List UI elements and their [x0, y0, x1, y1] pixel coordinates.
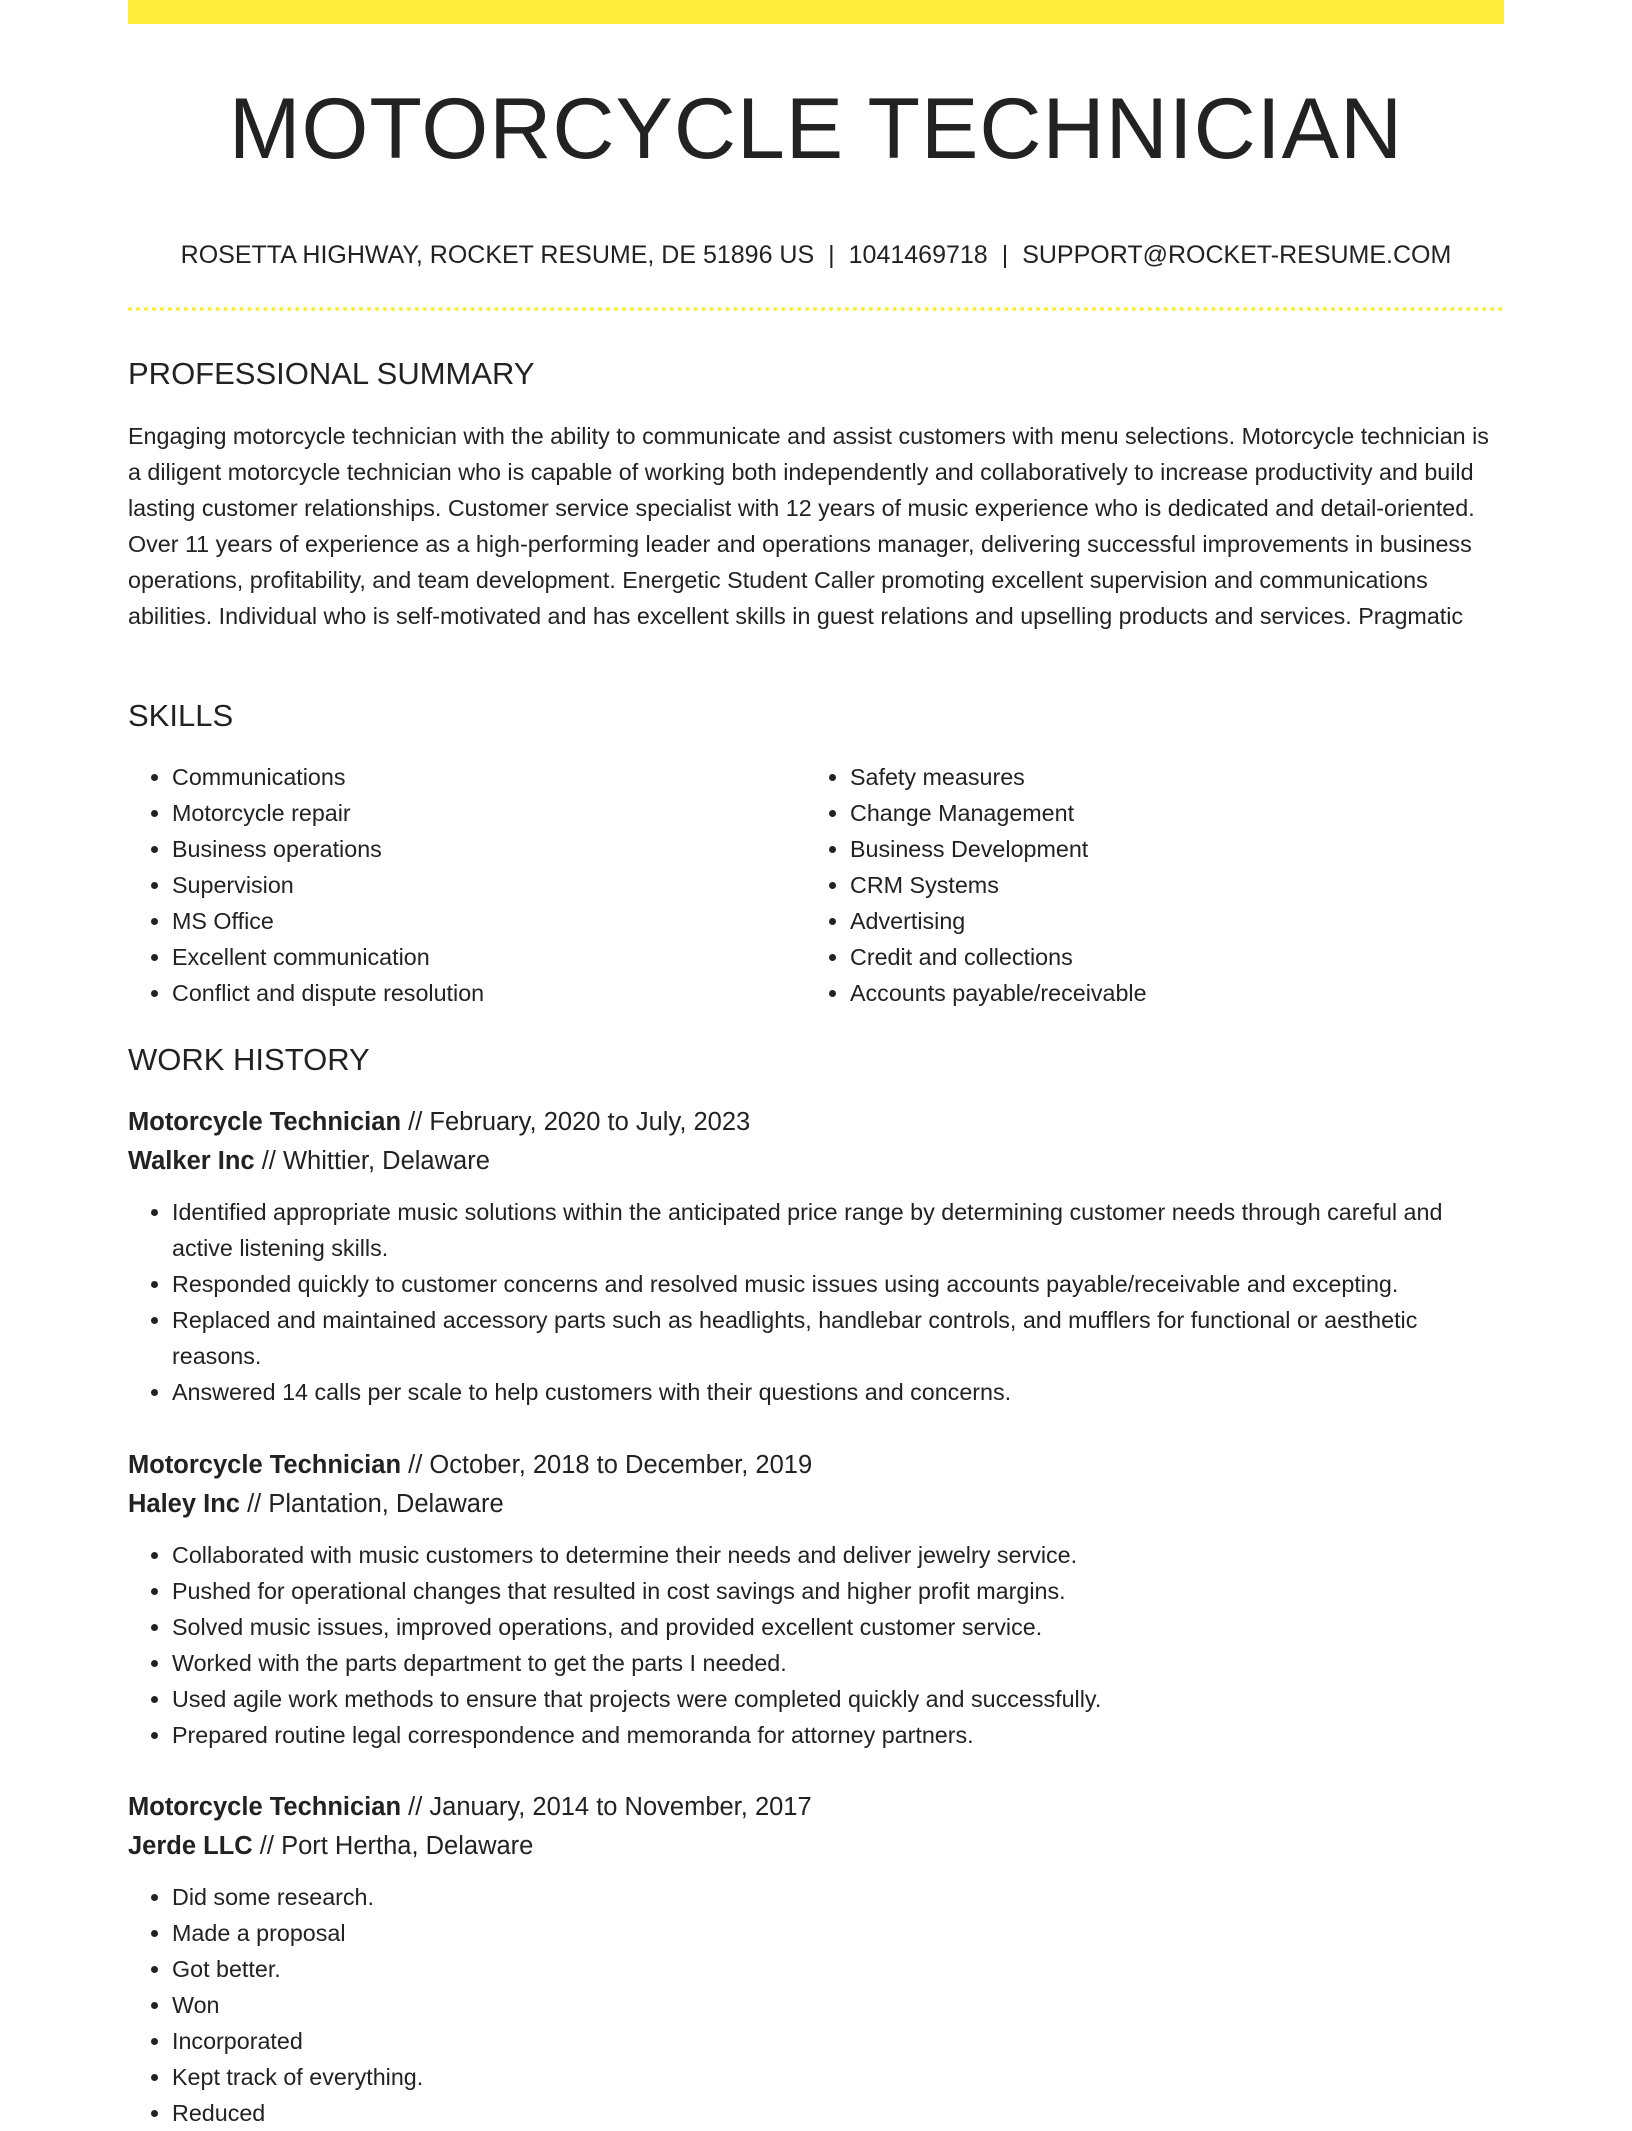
job-duties-list: [128, 1879, 1504, 2131]
job-divider: //: [408, 1451, 423, 1479]
job-duty: • Prepared routine legal correspondence and memoranda for attorney partners.: [172, 1717, 1504, 1753]
job-duty: • Used agile work methods to ensure that projects were completed quickly and successfully.: [172, 1681, 1504, 1717]
job-duty: • Kept track of everything.: [172, 2059, 1504, 2095]
skill-item: • Advertising: [850, 903, 1490, 939]
skill-item: • Excellent communication: [172, 939, 812, 975]
skill-item: • CRM Systems: [850, 867, 1490, 903]
contact-address: ROSETTA HIGHWAY, ROCKET RESUME, DE 51896 US: [180, 241, 815, 269]
work-history-heading: WORK HISTORY: [128, 1042, 370, 1077]
skill-item: • Accounts payable/receivable: [850, 975, 1490, 1011]
job-duties-list: [128, 1537, 1504, 1753]
job-divider: //: [408, 1793, 423, 1821]
job-company-line: [128, 1142, 1504, 1181]
contact-phone: 1041469718: [848, 241, 988, 269]
job-title: Motorcycle Technician: [128, 1108, 402, 1136]
job-location: Plantation, Delaware: [268, 1490, 504, 1518]
skills-heading: SKILLS: [128, 698, 234, 733]
job-company: Walker Inc: [128, 1147, 255, 1175]
job-company: Jerde LLC: [128, 1832, 253, 1860]
skill-item: • Conflict and dispute resolution: [172, 975, 812, 1011]
skill-item: • Communications: [172, 759, 812, 795]
skill-item: • Credit and collections: [850, 939, 1490, 975]
job-entry: [128, 1103, 1504, 1410]
skills-list-left: [128, 759, 812, 1011]
resume-title: MOTORCYCLE TECHNICIAN: [228, 81, 1404, 177]
job-divider: //: [247, 1490, 262, 1518]
job-duty: • Worked with the parts department to get the parts I needed.: [172, 1645, 1504, 1681]
skill-item: • Change Management: [850, 795, 1490, 831]
job-duties-list: [128, 1194, 1504, 1410]
job-duty: • Did some research.: [172, 1879, 1504, 1915]
top-accent-bar: [128, 0, 1504, 24]
job-company: Haley Inc: [128, 1490, 240, 1518]
job-duty: • Won: [172, 1987, 1504, 2023]
contact-line: [128, 237, 1504, 273]
job-duty: • Collaborated with music customers to determine their needs and deliver jewelry service.: [172, 1537, 1504, 1573]
job-divider: //: [408, 1108, 423, 1136]
contact-separator: |: [1001, 241, 1009, 269]
skills-list-right: [806, 759, 1490, 1011]
job-location: Port Hertha, Delaware: [281, 1832, 534, 1860]
job-divider: //: [259, 1832, 274, 1860]
job-duty: • Identified appropriate music solutions within the anticipated price range by determining customer needs through careful and active listening skills.: [172, 1194, 1504, 1266]
job-title-line: [128, 1446, 1504, 1485]
job-company-line: [128, 1827, 1504, 1866]
job-dates: February, 2020 to July, 2023: [429, 1108, 751, 1136]
job-duty: • Responded quickly to customer concerns and resolved music issues using accounts payable/receivable and excepting.: [172, 1266, 1504, 1302]
header-divider: [128, 307, 1504, 311]
contact-separator: |: [828, 241, 835, 269]
resume-page: [128, 0, 1504, 2126]
job-duty: • Pushed for operational changes that resulted in cost savings and higher profit margins.: [172, 1573, 1504, 1609]
job-title: Motorcycle Technician: [128, 1793, 402, 1821]
skill-item: • MS Office: [172, 903, 812, 939]
skill-item: • Business Development: [850, 831, 1490, 867]
contact-email: SUPPORT@ROCKET-RESUME.COM: [1022, 241, 1452, 269]
job-duty: • Solved music issues, improved operations, and provided excellent customer service.: [172, 1609, 1504, 1645]
job-company-line: [128, 1485, 1504, 1524]
job-entry: [128, 1446, 1504, 1753]
job-entry: [128, 1788, 1504, 2131]
job-title: Motorcycle Technician: [128, 1451, 402, 1479]
job-title-line: [128, 1103, 1504, 1142]
job-duty: • Got better.: [172, 1951, 1504, 1987]
job-title-line: [128, 1788, 1504, 1827]
job-dates: January, 2014 to November, 2017: [429, 1793, 812, 1821]
skill-item: • Safety measures: [850, 759, 1490, 795]
job-divider: //: [261, 1147, 276, 1175]
job-location: Whittier, Delaware: [282, 1147, 490, 1175]
job-duty: • Answered 14 calls per scale to help customers with their questions and concerns.: [172, 1374, 1504, 1410]
skill-item: • Business operations: [172, 831, 812, 867]
job-duty: • Replaced and maintained accessory parts such as headlights, handlebar controls, and mufflers for functional or aesthetic reasons.: [172, 1302, 1504, 1374]
job-dates: October, 2018 to December, 2019: [429, 1451, 813, 1479]
summary-heading: PROFESSIONAL SUMMARY: [128, 356, 535, 391]
job-duty: • Made a proposal: [172, 1915, 1504, 1951]
job-duty: • Incorporated: [172, 2023, 1504, 2059]
skill-item: • Supervision: [172, 867, 812, 903]
skill-item: • Motorcycle repair: [172, 795, 812, 831]
summary-text: Engaging motorcycle technician with the ability to communicate and assist customers with menu selections. Motorcycle technician is a diligent motorcycle technician who is capable of working both independently and collaboratively to increase productivity and build lasting customer relationships. Customer service specialist with 12 years of music experience who is dedicated and detail-oriented. Over 11 years of experience as a high-performing leader and operations manager, delivering successful improvements in business operations, profitability, and team development. Energetic Student Caller promoting excellent supervision and communications abilities. Individual who is self-motivated and has excellent skills in guest relations and upselling products and services. Pragmatic: [128, 423, 1489, 629]
job-duty: • Reduced: [172, 2095, 1504, 2131]
